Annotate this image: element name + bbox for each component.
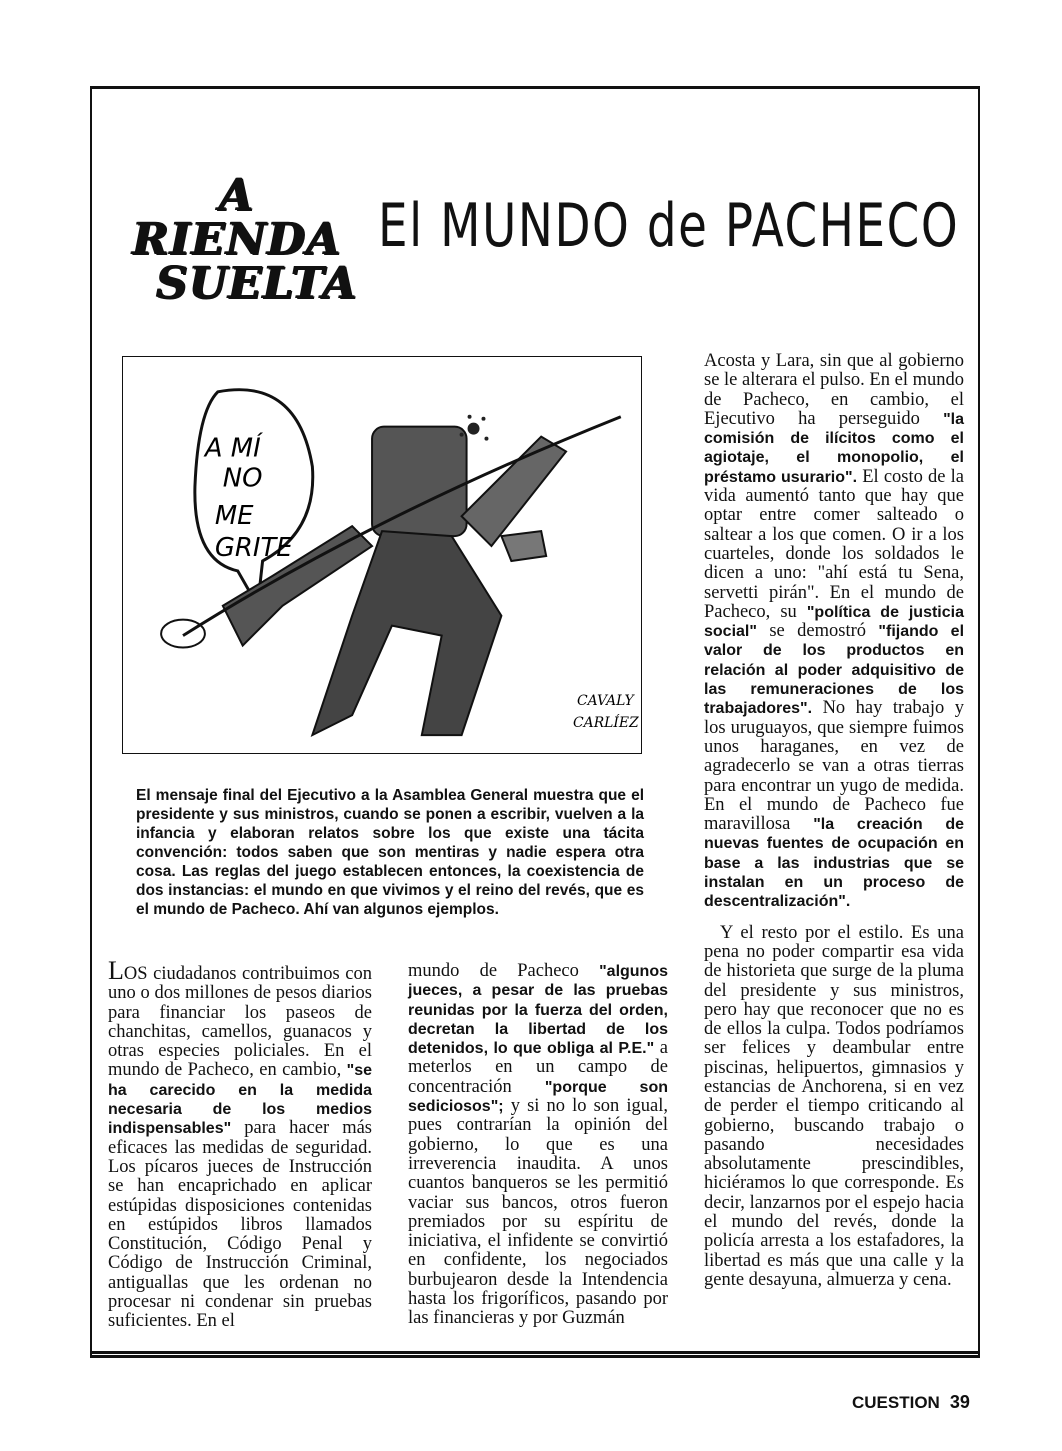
artist-signature-line-1: CAVALY	[577, 693, 634, 710]
column-3-run: Acosta y Lara, sin que al gobierno se le alterara el pulso. En el mundo de Pacheco, en cambio, el Ejecutivo ha perseguido	[704, 351, 964, 429]
column-2-quote: "algunos jueces, a pesar de las pruebas reunidas por la fuerza del orden, decretan la libertad de los detenidos, lo que obliga al P.E."	[408, 963, 668, 1058]
column-3-run: El costo de la vida aumentó tanto que hay que optar entre comer salteado o saltear a los que comen. O ir a los cuarteles, donde los soldados le dicen a uno: "ahí está tu Sena, servetti pirán". En el mundo de Pacheco, su	[704, 466, 965, 622]
column-2-run: y si no lo son igual, pues contrarían la opinión del gobierno, lo que es una irreverencia inaudita. A unos cuantos banqueros se les permitió vaciar sus bancos, otros fueron premiados por su espíritu de iniciativa, el infidente se convirtió en confidente, los negociados burbujearon desde la Intendencia hasta los frigoríficos, pasando por las financieras y por Guzmán	[408, 1096, 668, 1329]
magazine-name: CUESTION	[852, 1393, 940, 1412]
page-number: 39	[949, 1392, 970, 1412]
lede-paragraph: El mensaje final del Ejecutivo a la Asamblea General muestra que el presidente y sus ministros, cuando se ponen a escribir, vuelven a la infancia y elaboran relatos sobre los que existe una tácita convención: todos saben que son mentiras y nadie espera otra cosa. Las reglas del juego establecen entonces, la coexistencia de dos instancias: el mundo en que vivimos y el reino del revés, que es el mundo de Pacheco. Ahí van algunos ejemplos.	[136, 787, 644, 918]
column-3-quote: "fijando el valor de los productos en relación al poder adquisitivo de las remuneraciones de los trabajadores".	[704, 623, 965, 718]
column-2-quote: "porque son sediciosos";	[408, 1078, 668, 1116]
bottom-rule	[90, 1351, 980, 1354]
page-footer	[852, 1392, 992, 1413]
column-2-text	[408, 962, 668, 1329]
article-column-2	[408, 962, 668, 1329]
article-column-3	[704, 352, 964, 1290]
column-3-paragraph-2	[704, 924, 964, 1291]
column-3-quote: "la comisión de ilícitos como el agiotaje, el monopolio, el préstamo usurario".	[704, 410, 964, 486]
column-1-run: OS ciudadanos contribuimos con uno o dos millones de pesos diarios para financiar los paseos de chanchitas, camellos, guanacos y otras especies policiales. En el mundo de Pacheco, en cambio,	[108, 964, 372, 1081]
column-3-run: se demostró	[756, 621, 879, 642]
article-column-1	[108, 956, 372, 1332]
column-1-text	[108, 956, 372, 1332]
bubble-line-2: NO	[222, 463, 263, 494]
column-2-run: a meterlos en un campo de concentración	[408, 1038, 669, 1097]
section-logo-line1: A RIENDA	[132, 170, 342, 265]
cartoon-drawing	[123, 357, 641, 753]
column-3-run: No hay trabajo y los uruguayos, que siempre fuimos unos haraganes, en vez de agradecerlo se van a otras tierras para encontrar un yugo de medida. En el mundo de Pacheco fue maravillosa	[704, 698, 964, 835]
column-3-paragraph-1	[704, 352, 964, 912]
column-2-run: mundo de Pacheco	[408, 961, 600, 981]
bubble-line-3: ME	[214, 501, 254, 532]
section-logo-line2: SUELTA	[156, 258, 358, 309]
section-logo	[112, 170, 362, 309]
artist-signature-line-2: CARLÍEZ	[573, 715, 639, 732]
column-1-quote: "se ha carecido en la medida necesaria de los medios indispensables"	[108, 1062, 372, 1138]
bubble-line-1: A MÍ	[204, 433, 261, 464]
column-3-quote: "política de justicia social"	[704, 603, 964, 641]
small-head-drawing	[161, 620, 205, 648]
bubble-line-4: GRITE	[214, 532, 293, 563]
column-3-run: Y el resto por el estilo. Es una pena no poder compartir esa vida de historieta que surge de la pluma del presidente y sus ministros, pero hay que reconocer que no es de ellos la culpa. Todos podríamos ser felices y deambular entre piscinas, helipuertos, gimnasios y estancias de Anchorena, si en vez de perder el tiempo criticando al gobierno, buscando trabajo o pasando necesidades absolutamente prescindibles, hiciéramos lo que corresponde. Es decir, lanzarnos por el espejo hacia el mundo del revés, donde la policía arresta a los estafadores, la libertad es más que una calle y la gente desayuna, almuerza y cena.	[704, 922, 964, 1290]
column-1-run: para hacer más eficaces las medidas de seguridad. Los pícaros jueces de Instrucción se han encaprichado en aplicar estúpidas disposiciones contenidas en estúpidos libros llamados Constitución, Código Penal y Código de Instrucción Criminal, antiguallas que les ordenan no procesar ni condenar sin pruebas suficientes. En el	[108, 1118, 372, 1332]
headline: El MUNDO de PACHECO	[378, 191, 960, 261]
cartoon-illustration	[122, 356, 642, 754]
column-3-quote: "la creación de nuevas fuentes de ocupación en base a las industrias que se instalan en un proceso de descentralización".	[704, 816, 964, 911]
drop-cap: L	[108, 956, 124, 985]
